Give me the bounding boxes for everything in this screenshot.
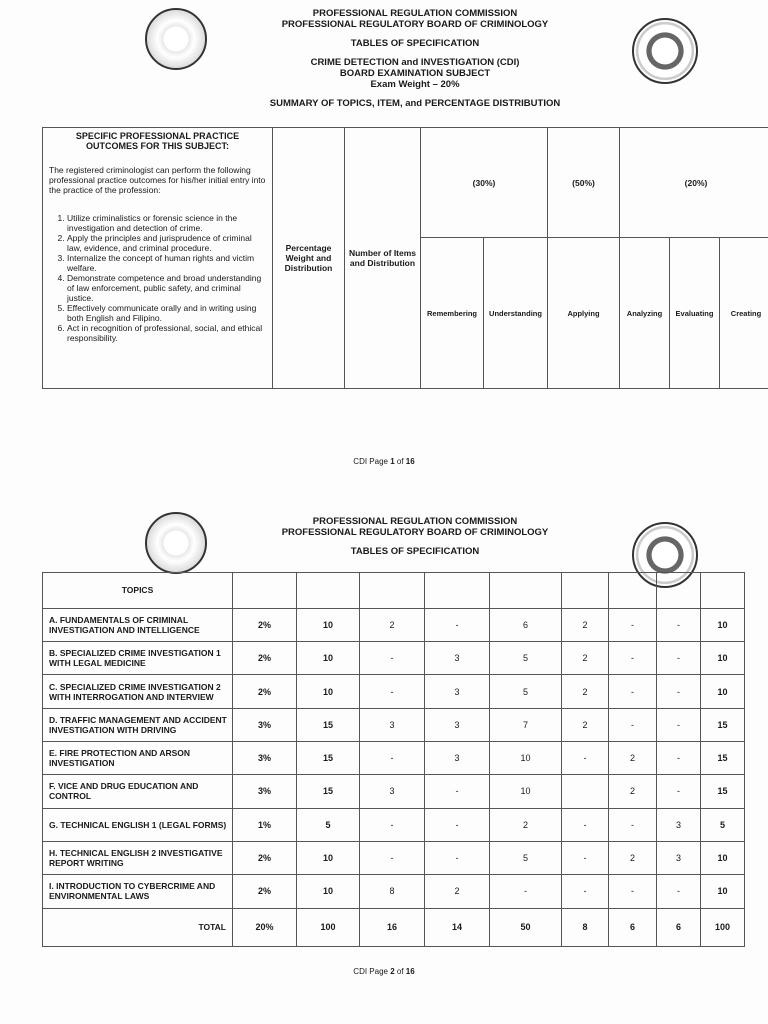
topic-ana: 2 — [562, 608, 609, 641]
group-20-header: (20%) — [620, 128, 768, 238]
topic-ana: 2 — [562, 642, 609, 675]
outcome-item: 4. Demonstrate competence and broad understanding of law enforcement, public safety, and criminal justice. — [67, 273, 266, 303]
topic-eva: 2 — [609, 742, 657, 775]
topic-tot: 10 — [701, 841, 745, 874]
footer-prefix: CDI Page — [353, 457, 391, 466]
topic-items: 15 — [297, 775, 360, 808]
topic-cre: 3 — [657, 808, 701, 841]
outcomes-intro: The registered criminologist can perform the following professional practice outcomes for his/her initial entry into the practice of the profession: — [49, 165, 266, 195]
topic-eva: - — [609, 875, 657, 908]
outcomes-list — [49, 213, 266, 343]
footer-total: 16 — [405, 967, 415, 976]
page1-header — [200, 8, 630, 109]
topic-app: 2 — [490, 808, 562, 841]
prc-seal-icon — [145, 8, 207, 70]
total-und: 14 — [425, 908, 490, 946]
topic-cre: - — [657, 708, 701, 741]
topic-und: 3 — [425, 642, 490, 675]
topic-pct: 2% — [233, 675, 297, 708]
page1-footer — [0, 457, 768, 466]
topic-und: 2 — [425, 875, 490, 908]
topic-pct: 1% — [233, 808, 297, 841]
topic-cre: - — [657, 675, 701, 708]
topic-tot: 10 — [701, 642, 745, 675]
topic-und: - — [425, 808, 490, 841]
total-label: TOTAL — [43, 908, 233, 946]
topic-app: 5 — [490, 642, 562, 675]
topic-ana: - — [562, 742, 609, 775]
total-tot: 100 — [701, 908, 745, 946]
total-row — [43, 908, 745, 946]
header-line3: TABLES OF SPECIFICATION — [350, 546, 480, 557]
topic-items: 10 — [297, 841, 360, 874]
page-1 — [0, 0, 768, 480]
topic-app: 6 — [490, 608, 562, 641]
header-line1: PROFESSIONAL REGULATION COMMISSION — [312, 516, 518, 527]
topic-name: H. TECHNICAL ENGLISH 2 INVESTIGATIVE REPORT WRITING — [43, 841, 233, 874]
topic-und: 3 — [425, 675, 490, 708]
total-pct: 20% — [233, 908, 297, 946]
topic-und: - — [425, 608, 490, 641]
total-items: 100 — [297, 908, 360, 946]
topic-rem: - — [360, 675, 425, 708]
evaluating-header: Evaluating — [670, 238, 720, 389]
topic-ana: - — [562, 841, 609, 874]
outcome-item: 6. Act in recognition of professional, social, and ethical responsibility. — [67, 323, 266, 343]
prc-seal-icon — [145, 512, 207, 574]
topic-eva: - — [609, 708, 657, 741]
header-line2: PROFESSIONAL REGULATORY BOARD OF CRIMINOLOGY — [281, 527, 549, 538]
understanding-header: Understanding — [484, 238, 548, 389]
topic-rem: 2 — [360, 608, 425, 641]
exam-subject: BOARD EXAMINATION SUBJECT — [339, 68, 491, 79]
topic-eva: 2 — [609, 841, 657, 874]
topic-ana: 2 — [562, 675, 609, 708]
creating-header: Creating — [720, 238, 768, 389]
footer-total: 16 — [405, 457, 415, 466]
topic-rem: 3 — [360, 708, 425, 741]
topic-rem: - — [360, 808, 425, 841]
analyzing-header: Analyzing — [620, 238, 670, 389]
footer-page: 1 — [390, 457, 395, 466]
topic-row — [43, 675, 745, 708]
topic-name: G. TECHNICAL ENGLISH 1 (LEGAL FORMS) — [43, 808, 233, 841]
outcome-item: 5. Effectively communicate orally and in writing using both English and Filipino. — [67, 303, 266, 323]
topic-tot: 10 — [701, 608, 745, 641]
topic-items: 15 — [297, 708, 360, 741]
footer-prefix: CDI Page — [353, 967, 391, 976]
footer-page: 2 — [390, 967, 395, 976]
topic-eva: - — [609, 642, 657, 675]
topic-row — [43, 708, 745, 741]
group-30-header: (30%) — [421, 128, 548, 238]
topic-row — [43, 875, 745, 908]
topic-pct: 3% — [233, 775, 297, 808]
topic-pct: 2% — [233, 875, 297, 908]
topic-und: 3 — [425, 708, 490, 741]
topic-items: 10 — [297, 675, 360, 708]
topic-ana — [562, 775, 609, 808]
subject-title: CRIME DETECTION and INVESTIGATION (CDI) — [310, 57, 520, 68]
topic-ana: - — [562, 875, 609, 908]
topic-row — [43, 742, 745, 775]
num-items-header: Number of Items and Distribution — [345, 128, 421, 389]
topic-rem: 8 — [360, 875, 425, 908]
topic-eva: - — [609, 808, 657, 841]
outcomes-table — [42, 127, 768, 389]
topic-row — [43, 642, 745, 675]
total-eva: 6 — [609, 908, 657, 946]
topic-tot: 10 — [701, 675, 745, 708]
topic-name: E. FIRE PROTECTION AND ARSON INVESTIGATION — [43, 742, 233, 775]
topic-row — [43, 841, 745, 874]
topic-cre: - — [657, 742, 701, 775]
remembering-header: Remembering — [421, 238, 484, 389]
topic-tot: 5 — [701, 808, 745, 841]
total-app: 50 — [490, 908, 562, 946]
topic-rem: - — [360, 841, 425, 874]
header-line3: TABLES OF SPECIFICATION — [350, 38, 480, 49]
topic-name: D. TRAFFIC MANAGEMENT AND ACCIDENT INVESTIGATION WITH DRIVING — [43, 708, 233, 741]
topic-app: 5 — [490, 675, 562, 708]
topic-row — [43, 775, 745, 808]
outcome-item: 3. Internalize the concept of human rights and victim welfare. — [67, 253, 266, 273]
topic-name: B. SPECIALIZED CRIME INVESTIGATION 1 WITH LEGAL MEDICINE — [43, 642, 233, 675]
topic-cre: - — [657, 875, 701, 908]
outcome-item: 1. Utilize criminalistics or forensic science in the investigation and detection of crime. — [67, 213, 266, 233]
topic-app: 5 — [490, 841, 562, 874]
topic-app: 10 — [490, 775, 562, 808]
topic-name: F. VICE AND DRUG EDUCATION AND CONTROL — [43, 775, 233, 808]
topic-cre: - — [657, 608, 701, 641]
group-50-header: (50%) — [548, 128, 620, 238]
page2-footer — [0, 967, 768, 976]
topic-name: C. SPECIALIZED CRIME INVESTIGATION 2 WITH INTERROGATION AND INTERVIEW — [43, 675, 233, 708]
footer-of: of — [394, 457, 406, 466]
topic-name: I. INTRODUCTION TO CYBERCRIME AND ENVIRONMENTAL LAWS — [43, 875, 233, 908]
pct-weight-header: Percentage Weight and Distribution — [273, 128, 345, 389]
criminology-board-seal-icon — [632, 18, 698, 84]
topic-name: A. FUNDAMENTALS OF CRIMINAL INVESTIGATION AND INTELLIGENCE — [43, 608, 233, 641]
topic-items: 10 — [297, 642, 360, 675]
outcomes-title: SPECIFIC PROFESSIONAL PRACTICE OUTCOMES FOR THIS SUBJECT: — [75, 131, 240, 151]
total-cre: 6 — [657, 908, 701, 946]
topic-und: 3 — [425, 742, 490, 775]
applying-header: Applying — [548, 238, 620, 389]
topic-tot: 15 — [701, 708, 745, 741]
topic-ana: - — [562, 808, 609, 841]
topic-pct: 2% — [233, 841, 297, 874]
topic-items: 15 — [297, 742, 360, 775]
topic-ana: 2 — [562, 708, 609, 741]
topic-pct: 2% — [233, 608, 297, 641]
topic-tot: 15 — [701, 742, 745, 775]
topic-items: 10 — [297, 875, 360, 908]
topic-tot: 10 — [701, 875, 745, 908]
topic-eva: 2 — [609, 775, 657, 808]
topic-rem: - — [360, 742, 425, 775]
topic-pct: 2% — [233, 642, 297, 675]
topic-pct: 3% — [233, 708, 297, 741]
topic-cre: - — [657, 775, 701, 808]
topic-app: 10 — [490, 742, 562, 775]
exam-weight: Exam Weight – 20% — [370, 79, 460, 90]
outcomes-cell — [43, 128, 273, 389]
topic-app: - — [490, 875, 562, 908]
outcome-item: 2. Apply the principles and jurisprudence of criminal law, evidence, and criminal procedure. — [67, 233, 266, 253]
header-line2: PROFESSIONAL REGULATORY BOARD OF CRIMINOLOGY — [281, 19, 549, 30]
summary-title: SUMMARY OF TOPICS, ITEM, and PERCENTAGE DISTRIBUTION — [269, 98, 561, 109]
topics-header: TOPICS — [43, 573, 233, 609]
topic-cre: - — [657, 642, 701, 675]
page2-header — [200, 516, 630, 557]
topic-pct: 3% — [233, 742, 297, 775]
topic-row — [43, 608, 745, 641]
topic-eva: - — [609, 608, 657, 641]
topic-rem: 3 — [360, 775, 425, 808]
topic-cre: 3 — [657, 841, 701, 874]
footer-of: of — [394, 967, 406, 976]
total-ana: 8 — [562, 908, 609, 946]
topic-items: 10 — [297, 608, 360, 641]
topic-und: - — [425, 841, 490, 874]
topic-eva: - — [609, 675, 657, 708]
topic-app: 7 — [490, 708, 562, 741]
topic-und: - — [425, 775, 490, 808]
total-rem: 16 — [360, 908, 425, 946]
topic-rem: - — [360, 642, 425, 675]
topics-table — [42, 572, 745, 947]
topic-row — [43, 808, 745, 841]
topic-rows — [43, 608, 745, 908]
topic-tot: 15 — [701, 775, 745, 808]
header-line1: PROFESSIONAL REGULATION COMMISSION — [312, 8, 518, 19]
topic-items: 5 — [297, 808, 360, 841]
page-2 — [0, 500, 768, 1024]
